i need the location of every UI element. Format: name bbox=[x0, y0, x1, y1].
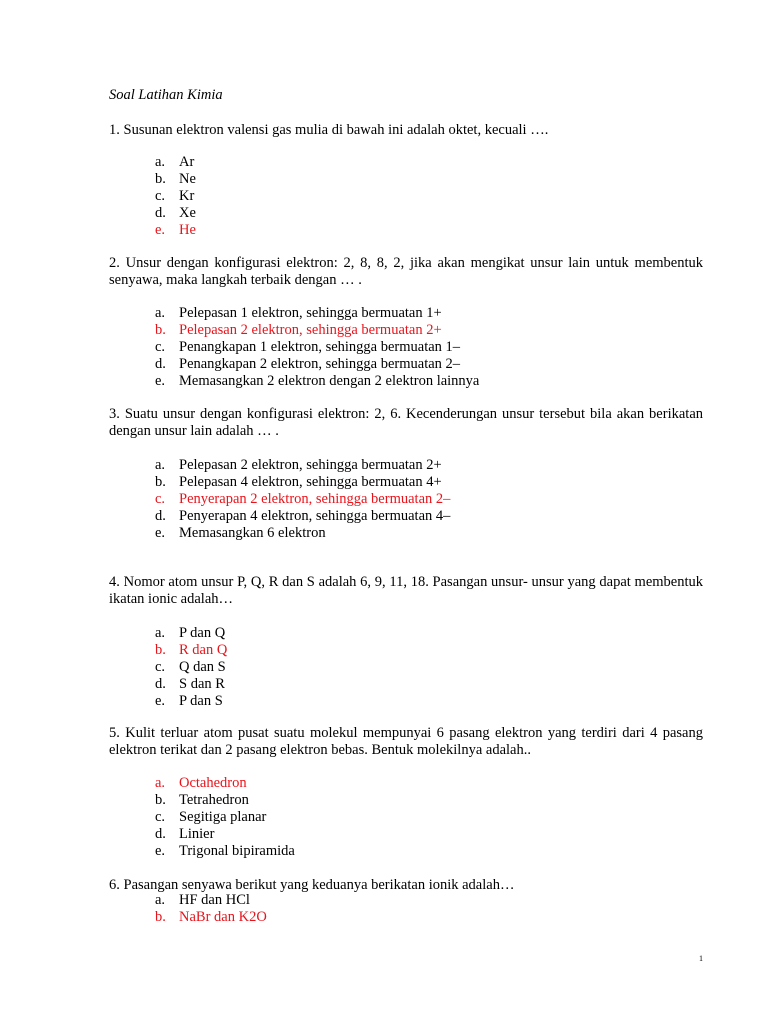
option-letter: a. bbox=[155, 892, 166, 908]
question-1-option-a bbox=[155, 154, 196, 171]
option-text: Penangkapan 2 elektron, sehingga bermuatan 2– bbox=[179, 355, 461, 372]
question-2-options bbox=[155, 305, 479, 390]
option-letter: d. bbox=[155, 507, 166, 524]
option-letter: b. bbox=[155, 321, 166, 338]
question-1-text: 1. Susunan elektron valensi gas mulia di bawah ini adalah oktet, kecuali …. bbox=[109, 122, 549, 138]
question-1-option-d bbox=[155, 205, 196, 222]
question-2-option-b bbox=[155, 322, 479, 339]
option-letter: d. bbox=[155, 355, 166, 372]
option-text: S dan R bbox=[179, 675, 225, 692]
option-letter: c. bbox=[155, 658, 166, 675]
option-text: Q dan S bbox=[179, 658, 226, 675]
question-3-option-a bbox=[155, 457, 450, 474]
option-letter: b. bbox=[155, 641, 166, 658]
question-3-option-e bbox=[155, 525, 450, 542]
option-letter: e. bbox=[155, 221, 166, 238]
page-number: 1 bbox=[699, 954, 703, 963]
option-text: Octahedron bbox=[179, 775, 247, 791]
option-letter: a. bbox=[155, 305, 166, 321]
option-letter: c. bbox=[155, 808, 166, 825]
question-5-options bbox=[155, 775, 295, 860]
option-text: Kr bbox=[179, 187, 195, 204]
question-2-option-c bbox=[155, 339, 479, 356]
document-title: Soal Latihan Kimia bbox=[109, 87, 223, 103]
option-letter: a. bbox=[155, 457, 166, 473]
option-text: Xe bbox=[179, 204, 196, 221]
option-text: HF dan HCl bbox=[179, 892, 250, 908]
question-6-option-a bbox=[155, 892, 267, 909]
option-text: R dan Q bbox=[179, 641, 228, 658]
option-text: Penyerapan 4 elektron, sehingga bermuatan 4– bbox=[179, 507, 451, 524]
question-1-option-b bbox=[155, 171, 196, 188]
question-2-text: 2. Unsur dengan konfigurasi elektron: 2, 8, 8, 2, jika akan mengikat unsur lain untuk membentuk senyawa, maka langkah terbaik dengan … . bbox=[109, 255, 703, 288]
question-4-option-b bbox=[155, 642, 227, 659]
question-2-option-a bbox=[155, 305, 479, 322]
question-5-text: 5. Kulit terluar atom pusat suatu molekul mempunyai 6 pasang elektron yang terdiri dari 4 pasang elektron terikat dan 2 pasang elektron bebas. Bentuk molekilnya adalah.. bbox=[109, 725, 703, 758]
option-text: Trigonal bipiramida bbox=[179, 842, 295, 859]
question-1-option-e bbox=[155, 222, 196, 239]
question-3-options bbox=[155, 457, 450, 542]
option-letter: b. bbox=[155, 473, 166, 490]
question-4-option-c bbox=[155, 659, 227, 676]
question-5-option-b bbox=[155, 792, 295, 809]
option-letter: c. bbox=[155, 338, 166, 355]
option-letter: e. bbox=[155, 372, 166, 389]
question-6-text: 6. Pasangan senyawa berikut yang keduanya berikatan ionik adalah… bbox=[109, 877, 515, 893]
question-3-option-c bbox=[155, 491, 450, 508]
option-letter: b. bbox=[155, 908, 166, 925]
option-text: Linier bbox=[179, 825, 215, 842]
option-text: Pelepasan 2 elektron, sehingga bermuatan 2+ bbox=[179, 321, 442, 338]
question-3-text: 3. Suatu unsur dengan konfigurasi elektron: 2, 6. Kecenderungan unsur tersebut bila akan berikatan dengan unsur lain adalah … . bbox=[109, 406, 703, 439]
question-4-options bbox=[155, 625, 227, 710]
option-text: Tetrahedron bbox=[179, 791, 249, 808]
question-6-option-b bbox=[155, 909, 267, 926]
question-1-options bbox=[155, 154, 196, 239]
question-5-option-d bbox=[155, 826, 295, 843]
option-letter: a. bbox=[155, 775, 166, 791]
option-text: Segitiga planar bbox=[179, 808, 267, 825]
option-text: Ar bbox=[179, 154, 195, 170]
question-4-option-d bbox=[155, 676, 227, 693]
option-letter: e. bbox=[155, 692, 166, 709]
option-text: Penyerapan 2 elektron, sehingga bermuatan 2– bbox=[179, 490, 451, 507]
option-text: Pelepasan 4 elektron, sehingga bermuatan 4+ bbox=[179, 473, 442, 490]
option-text: Pelepasan 1 elektron, sehingga bermuatan 1+ bbox=[179, 305, 442, 321]
option-letter: b. bbox=[155, 791, 166, 808]
option-letter: e. bbox=[155, 842, 166, 859]
option-letter: a. bbox=[155, 625, 166, 641]
question-5-option-c bbox=[155, 809, 295, 826]
option-text: He bbox=[179, 221, 196, 238]
question-2-option-d bbox=[155, 356, 479, 373]
option-text: P dan S bbox=[179, 692, 223, 709]
question-4-option-e bbox=[155, 693, 227, 710]
option-letter: d. bbox=[155, 675, 166, 692]
option-text: Memasangkan 6 elektron bbox=[179, 524, 326, 541]
option-text: Ne bbox=[179, 170, 196, 187]
question-2-option-e bbox=[155, 373, 479, 390]
option-letter: c. bbox=[155, 187, 166, 204]
option-letter: e. bbox=[155, 524, 166, 541]
option-letter: b. bbox=[155, 170, 166, 187]
option-text: Memasangkan 2 elektron dengan 2 elektron lainnya bbox=[179, 372, 480, 389]
option-text: Penangkapan 1 elektron, sehingga bermuatan 1– bbox=[179, 338, 461, 355]
option-letter: d. bbox=[155, 204, 166, 221]
question-4-option-a bbox=[155, 625, 227, 642]
question-1-option-c bbox=[155, 188, 196, 205]
question-5-option-e bbox=[155, 843, 295, 860]
option-letter: d. bbox=[155, 825, 166, 842]
question-4-text: 4. Nomor atom unsur P, Q, R dan S adalah 6, 9, 11, 18. Pasangan unsur- unsur yang dapat membentuk ikatan ionic adalah… bbox=[109, 574, 703, 607]
option-text: Pelepasan 2 elektron, sehingga bermuatan 2+ bbox=[179, 457, 442, 473]
option-text: P dan Q bbox=[179, 625, 226, 641]
option-text: NaBr dan K2O bbox=[179, 908, 267, 925]
question-5-option-a bbox=[155, 775, 295, 792]
question-3-option-b bbox=[155, 474, 450, 491]
option-letter: c. bbox=[155, 490, 166, 507]
option-letter: a. bbox=[155, 154, 166, 170]
question-3-option-d bbox=[155, 508, 450, 525]
question-6-options bbox=[155, 892, 267, 926]
